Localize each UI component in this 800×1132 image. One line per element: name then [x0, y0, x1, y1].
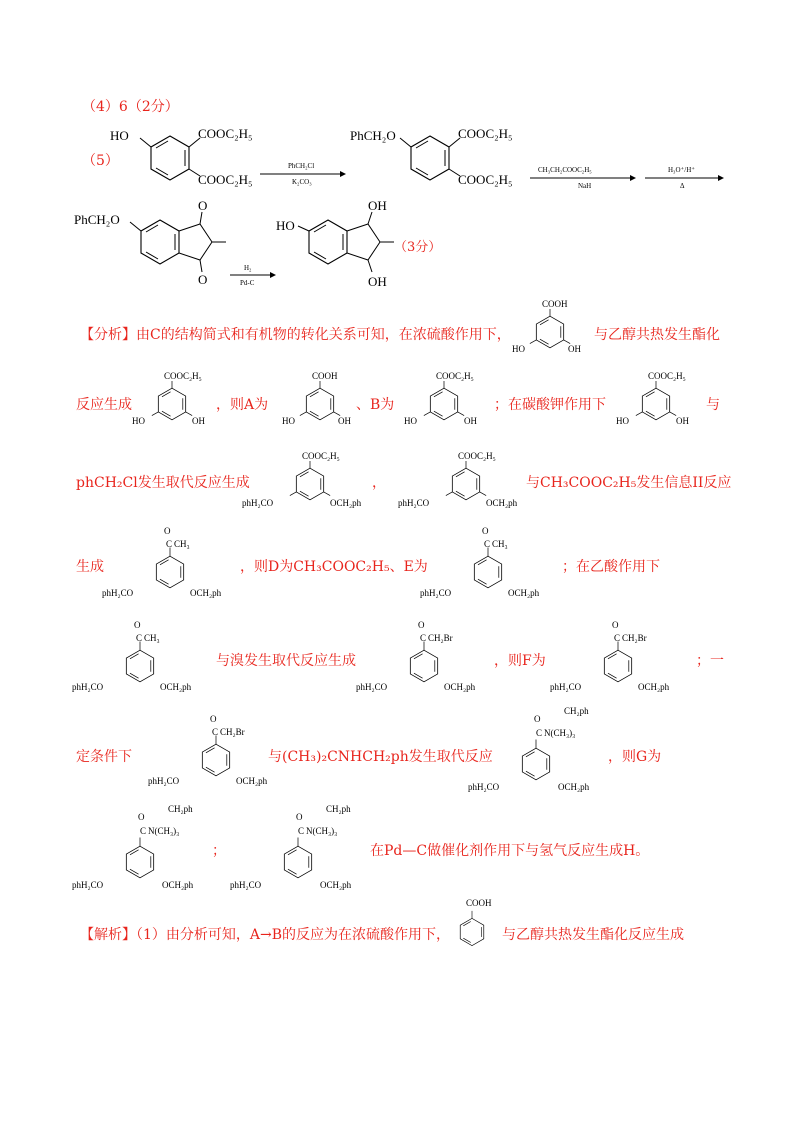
g-och2ph: OCH₂ph	[558, 782, 590, 792]
arrow4-condition: Pd-C	[240, 279, 255, 287]
intermediate-molecule	[350, 126, 513, 187]
a-ho: HO	[282, 416, 295, 426]
dione-o-bottom: O	[198, 272, 208, 287]
reaction-scheme-row1	[100, 118, 740, 198]
k2-phh2co: phH₂CO	[72, 682, 104, 692]
analysis-text-2e: 与	[706, 397, 720, 413]
dbe1-cooet: COOC₂H₅	[302, 451, 340, 461]
molecule-ketone-2	[70, 616, 210, 698]
k2-c: C	[136, 633, 143, 643]
diol-oh-top: OH	[368, 200, 387, 213]
analysis-text-2c: 、B为	[356, 397, 395, 413]
bkf-c: C	[614, 633, 621, 643]
molecule-ketone-1	[100, 522, 240, 604]
int-ester-top: COOC₂H₅	[458, 126, 513, 141]
int-sub-label: PhCH₂O	[350, 128, 396, 143]
am1-nme3: N(CH₃)₃	[148, 826, 180, 836]
c-oh: OH	[568, 344, 581, 354]
k2-o: O	[134, 620, 141, 630]
am1-c: C	[140, 826, 147, 836]
analysis-text-7a: ；	[212, 843, 226, 859]
arrow2-reagent: CH₃CH₂COOC₂H₅	[538, 166, 592, 174]
bkf-ch2br: CH₂Br	[622, 633, 647, 643]
analysis-label: 【分析】	[80, 327, 136, 343]
analysis-text-5c: ；一	[696, 653, 724, 669]
am2-och2ph: OCH₂ph	[320, 880, 352, 890]
analysis-text-7b: 在Pd—C做催化剂作用下与氢气反应生成H。	[370, 843, 650, 859]
arrow2-condition: NaH	[578, 182, 592, 190]
molecule-dibenzyl-ester-2	[396, 446, 536, 516]
analysis-text-6a: 定条件下	[76, 749, 132, 765]
bk2-phh2co: phH₂CO	[148, 776, 180, 786]
am1-och2ph: OCH₂ph	[162, 880, 194, 890]
molecule-ketone-e	[418, 522, 558, 604]
ester2-ho: HO	[616, 416, 629, 426]
analysis-text-5b: ，则F为	[494, 653, 546, 669]
analysis-line1	[80, 326, 511, 344]
start-ester-top: COOC₂H₅	[198, 126, 253, 141]
benzoic-cooh: COOH	[466, 898, 492, 908]
dbe1-och2ph: OCH₂ph	[330, 498, 362, 508]
molecule-benzoic-acid	[446, 896, 506, 954]
solution-line	[80, 926, 450, 944]
molecule-bromoketone-1	[354, 616, 494, 698]
bkf-phh2co: phH₂CO	[550, 682, 582, 692]
solution-text-end: 与乙醇共热发生酯化反应生成	[502, 927, 684, 943]
arrow1-condition: K₂CO₃	[292, 178, 312, 186]
a-cooh: COOH	[312, 371, 338, 381]
dione-o-top: O	[198, 200, 208, 213]
g-nme3: N(CH₃)₃	[544, 728, 576, 738]
b-cooet: COOC₂H₅	[436, 371, 474, 381]
analysis-text-2a: 反应生成	[76, 397, 132, 413]
g-c: C	[536, 728, 543, 738]
bk1-o: O	[418, 620, 425, 630]
start-ester-bottom: COOC₂H₅	[198, 172, 253, 187]
analysis-text-3b: ，	[372, 475, 386, 491]
am2-nme3: N(CH₃)₃	[306, 826, 338, 836]
diol-oh-bottom: OH	[368, 274, 387, 289]
molecule-dibenzyl-ester-1	[240, 446, 380, 516]
bk2-ch2br: CH₂Br	[220, 727, 245, 737]
q5-score: （3分）	[394, 240, 442, 255]
molecule-ammonium-g	[466, 706, 616, 796]
analysis-text-6b: 与(CH₃)₂CNHCH₂ph发生取代反应	[268, 749, 493, 765]
dbe1-phh2co: phH₂CO	[242, 498, 274, 508]
bk1-och2ph: OCH₂ph	[444, 682, 476, 692]
molecule-bromoketone-f	[548, 616, 688, 698]
bkf-o: O	[612, 620, 619, 630]
answer-q5: （5）	[82, 153, 119, 169]
analysis-text-4c: ；在乙酸作用下	[562, 559, 660, 575]
bkf-och2ph: OCH₂ph	[638, 682, 670, 692]
arrow3-condition: Δ	[680, 182, 685, 190]
bk1-c: C	[420, 633, 427, 643]
k1-och2ph: OCH₂ph	[190, 588, 222, 598]
solution-text: （1）由分析可知，A→B的反应为在浓硫酸作用下，	[136, 927, 451, 943]
molecule-a-acid	[280, 366, 360, 436]
ke-o: O	[482, 526, 489, 536]
k1-o: O	[164, 526, 171, 536]
ester2-oh: OH	[676, 416, 689, 426]
ke-ch3: CH₃	[492, 539, 508, 549]
molecule-b-ester	[402, 366, 492, 436]
start-molecule	[110, 126, 253, 187]
am2-phh2co: phH₂CO	[230, 880, 262, 890]
bk2-och2ph: OCH₂ph	[236, 776, 268, 786]
g-o: O	[534, 714, 541, 724]
b-oh: OH	[464, 416, 477, 426]
dbe2-phh2co: phH₂CO	[398, 498, 430, 508]
dbe2-och2ph: OCH₂ph	[486, 498, 518, 508]
analysis-text-2b: ，则A为	[216, 397, 269, 413]
b-ho: HO	[404, 416, 417, 426]
dione-sub-label: PhCH₂O	[74, 212, 120, 227]
am2-ch2ph: CH₂ph	[326, 804, 351, 814]
ester2-cooet: COOC₂H₅	[648, 371, 686, 381]
c-ho: HO	[512, 344, 525, 354]
a-oh: OH	[338, 416, 351, 426]
k1-phh2co: phH₂CO	[102, 588, 134, 598]
analysis-text-1-end: 与乙醇共热发生酯化	[594, 327, 720, 343]
molecule-ammonium-2	[228, 804, 378, 894]
c-cooh: COOH	[542, 299, 568, 309]
reaction-arrow-4	[230, 264, 276, 287]
analysis-text-4a: 生成	[76, 559, 104, 575]
analysis-text-4b: ，则D为CH₃COOC₂H₅、E为	[240, 559, 428, 575]
analysis-text-1: 由C的结构简式和有机物的转化关系可知，在浓硫酸作用下，	[136, 327, 511, 343]
molecule-ammonium-1	[70, 804, 220, 894]
am1-o: O	[138, 812, 145, 822]
molecule-bromoketone-2	[146, 710, 286, 792]
molecule-ester-diol-1	[130, 366, 220, 436]
analysis-text-3a: phCH₂Cl发生取代反应生成	[76, 475, 250, 491]
ke-och2ph: OCH₂ph	[508, 588, 540, 598]
reaction-arrow-2	[530, 166, 636, 190]
ester1-cooet: COOC₂H₅	[164, 371, 202, 381]
am2-o: O	[296, 812, 303, 822]
analysis-text-6c: ，则G为	[608, 749, 662, 765]
diol-ho-label: HO	[276, 218, 295, 233]
arrow3-reagent: H₃O⁺/H⁺	[668, 166, 695, 174]
molecule-c-benzoic-diol	[510, 298, 590, 364]
reaction-scheme-row2	[70, 200, 430, 295]
bk2-c: C	[212, 727, 219, 737]
molecule-ester-diol-2	[614, 366, 704, 436]
analysis-text-2d: ；在碳酸钾作用下	[494, 397, 606, 413]
k1-ch3: CH₃	[174, 539, 190, 549]
start-ho-label: HO	[110, 128, 129, 143]
analysis-text-5a: 与溴发生取代反应生成	[216, 653, 356, 669]
ester1-oh: OH	[192, 416, 205, 426]
k2-ch3: CH₃	[144, 633, 160, 643]
ke-c: C	[484, 539, 491, 549]
indanediol-molecule	[276, 200, 394, 289]
bk1-phh2co: phH₂CO	[356, 682, 388, 692]
am1-ch2ph: CH₂ph	[168, 804, 193, 814]
bk2-o: O	[210, 714, 217, 724]
k2-och2ph: OCH₂ph	[160, 682, 192, 692]
g-phh2co: phH₂CO	[468, 782, 500, 792]
am1-phh2co: phH₂CO	[72, 880, 104, 890]
indanedione-molecule	[74, 200, 226, 287]
answer-q4: （4）6（2分）	[82, 99, 179, 115]
k1-c: C	[166, 539, 173, 549]
dbe2-cooet: COOC₂H₅	[458, 451, 496, 461]
g-ch2ph: CH₂ph	[564, 706, 589, 716]
ester1-ho: HO	[132, 416, 145, 426]
arrow1-reagent: PhCH₂Cl	[288, 162, 315, 170]
solution-label: 【解析】	[80, 927, 136, 943]
analysis-text-3c: 与CH₃COOC₂H₅发生信息II反应	[526, 475, 732, 491]
arrow4-reagent: H₂	[244, 264, 252, 272]
reaction-arrow-3	[645, 166, 724, 190]
bk1-ch2br: CH₂Br	[428, 633, 453, 643]
am2-c: C	[298, 826, 305, 836]
reaction-arrow-1	[260, 162, 346, 186]
int-ester-bottom: COOC₂H₅	[458, 172, 513, 187]
ke-phh2co: phH₂CO	[420, 588, 452, 598]
